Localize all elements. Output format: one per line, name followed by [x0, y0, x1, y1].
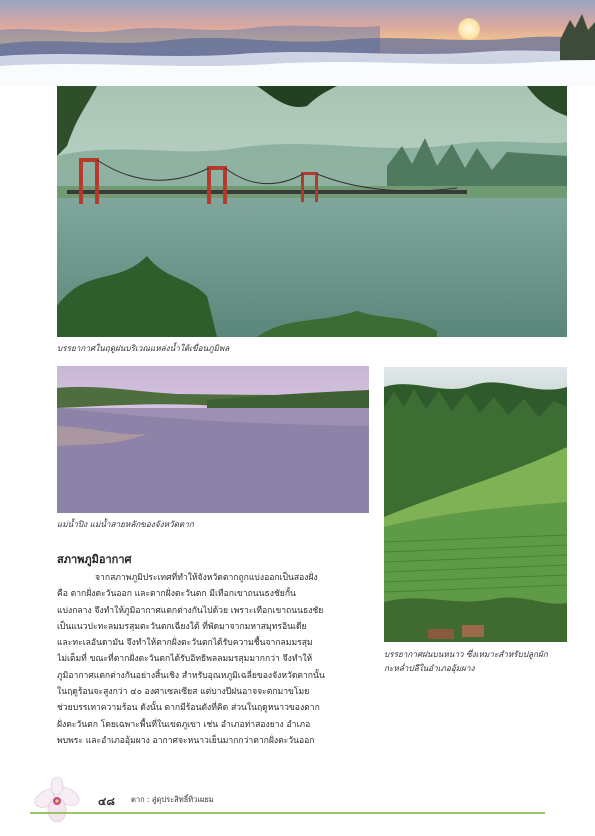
body-line: ไม่เต็มที่ ขณะที่ตากฝั่งตะวันตกได้รับอิทธิพลลมมรสุมมากกว่า จึงทำให้ [57, 654, 313, 665]
main-photo-lake-bridge [57, 86, 567, 337]
body-line: และทะเลอันดามัน จึงทำให้ตากฝั่งตะวันตกได้รับความชื้นจากลมมรสุม [57, 638, 313, 649]
mountain-silhouette [0, 0, 595, 86]
orchid-flower-icon [28, 776, 88, 826]
book-title: ตาก : สู่ดุประสิทธิ์ทิวเผยม [131, 795, 214, 804]
river-scene [57, 366, 369, 513]
body-line: พบพระ และอำเภออุ้มผาง อากาศจะหนาวเย็นมากกว่าตากฝั่งตะวันออก [57, 735, 315, 746]
hill-photo-caption-line-2: กะหล่ำปลีในอำเภออุ้มผาง [384, 663, 475, 673]
bridge-scene [57, 86, 567, 337]
section-body [57, 570, 372, 749]
footer-divider [30, 812, 545, 814]
body-line: เป็นแนวปะทะลมมรสุมตะวันตกเฉียงใต้ ที่พัดมาจากมหาสมุทรอินเดีย [57, 621, 307, 632]
hill-field-photo [384, 367, 567, 642]
header-banner [0, 0, 595, 86]
hill-scene [384, 367, 567, 642]
hill-photo-caption-line-1: บรรยากาศฝนบนหนาว ซึ่งเหมาะสำหรับปลูกผัก [384, 649, 548, 659]
body-line: จากสภาพภูมิประเทศที่ทำให้จังหวัดตากถูกแบ่งออกเป็นสองฝั่ง [95, 573, 318, 583]
body-line: ฝั่งตะวันตก โดยเฉพาะพื้นที่ในเขตภูเขา เช่น อำเภอท่าสองยาง อำเภอ [57, 719, 311, 730]
body-line: คือ ตากฝั่งตะวันออก และตากฝั่งตะวันตก มีเทือกเขาถนนธงชัยกั้น [57, 589, 296, 600]
river-photo [57, 366, 369, 513]
main-photo-caption: บรรยากาศในฤดูฝนบริเวณแหล่งน้ำใต้เขื่อนภูมิพล [57, 343, 230, 353]
body-line: ช่วยบรรเทาความร้อน ดังนั้น ตากมีร้อนดังที่คิด ส่วนในฤดูหนาวของตาก [57, 703, 320, 714]
body-line: แบ่งกลาง จึงทำให้ภูมิอากาศแตกต่างกันไปด้วย เพราะเทือกเขาถนนธงชัย [57, 605, 324, 616]
body-line: ในฤดูร้อนจะสูงกว่า ๔๐ องศาเซลเซียส แต่บางปีฝนอาจจะตกมาขโมย [57, 687, 310, 698]
body-line: ภูมิอากาศแตกต่างกันอย่างสิ้นเชิง สำหรับอุณหภูมิเฉลี่ยของจังหวัดตากนั้น [57, 670, 325, 681]
page-number: ๔๘ [98, 795, 115, 808]
section-heading: สภาพภูมิอากาศ [57, 553, 132, 566]
river-photo-caption: แม่น้ำปิง แม่น้ำสายหลักของจังหวัดตาก [57, 519, 194, 529]
